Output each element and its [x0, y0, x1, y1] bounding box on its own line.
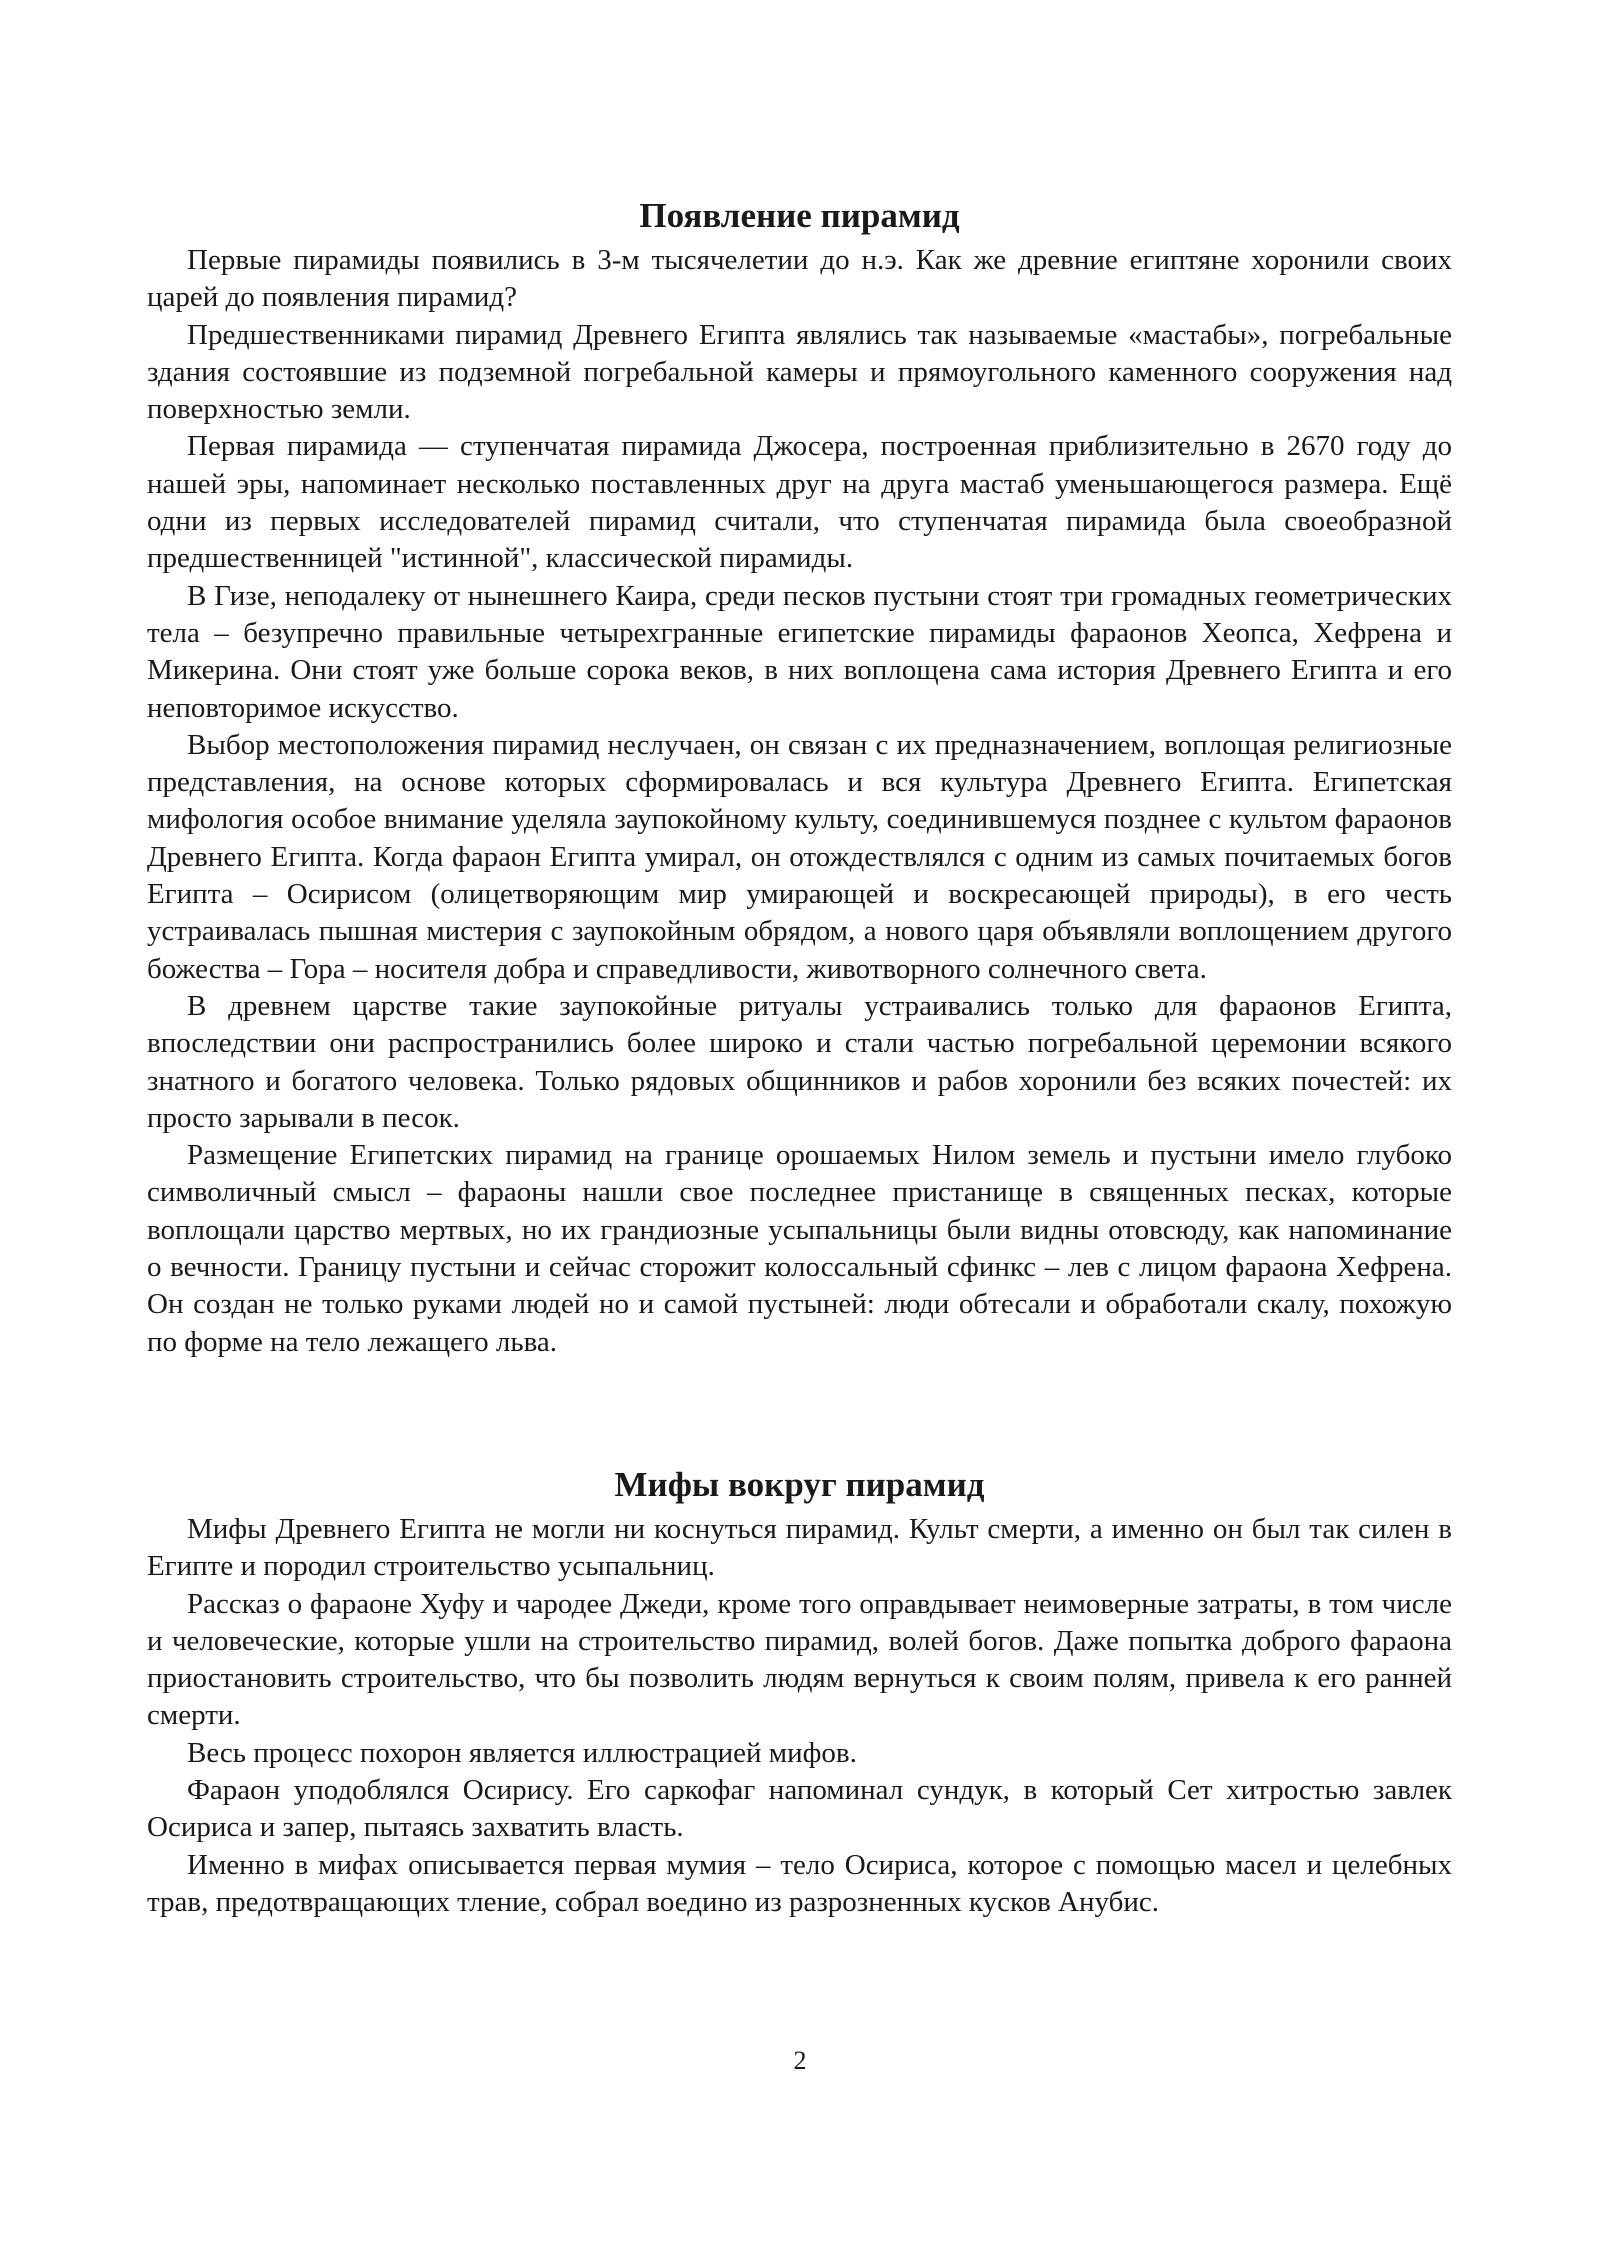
paragraph: Рассказ о фараоне Хуфу и чародее Джеди, кроме того оправдывает неимоверные затраты, в том числе и человеческие, которые ушли на строительство пирамид, волей богов. Даже попытка доброго фараона приостановить строительство, что бы позволить людям вернуться к своим полям, привела к его ранней смерти.	[147, 1587, 1452, 1732]
section-heading: Появление пирамид	[639, 196, 960, 235]
section-pyramids-origin	[147, 190, 1452, 1361]
section-heading: Мифы вокруг пирамид	[614, 1464, 985, 1504]
paragraph: В Гизе, неподалеку от нынешнего Каира, среди песков пустыни стоят три громадных геометрических тела – безупречно правильные четырехгранные египетские пирамиды фараонов Хеопса, Хефрена и Микерина. Они стоят уже больше сорока веков, в них воплощена сама история Древнего Египта и его неповторимое искусство.	[147, 579, 1452, 724]
paragraph: Фараон уподоблялся Осирису. Его саркофаг напоминал сундук, в который Сет хитростью завлек Осириса и запер, пытаясь захватить власть.	[147, 1773, 1452, 1844]
paragraph: Первая пирамида — ступенчатая пирамида Джосера, построенная приблизительно в 2670 году до нашей эры, напоминает несколько поставленных друг на друга мастаб уменьшающегося размера. Ещё одни из первых исследователей пирамид считали, что ступенчатая пирамида была своеобразной предшественницей "истинной", классической пирамиды.	[147, 430, 1452, 575]
paragraph: Весь процесс похорон является иллюстрацией мифов.	[187, 1736, 857, 1769]
page-content	[147, 190, 1452, 1921]
paragraph: Мифы Древнего Египта не могли ни коснуться пирамид. Культ смерти, а именно он был так силен в Египте и породил строительство усыпальниц.	[147, 1512, 1452, 1583]
paragraph: Размещение Египетских пирамид на границе орошаемых Нилом земель и пустыни имело глубоко символичный смысл – фараоны нашли свое последнее пристанище в священных песках, которые воплощали царство мертвых, но их грандиозные усыпальницы были видны отовсюду, как напоминание о вечности. Границу пустыни и сейчас сторожит колоссальный сфинкс – лев с лицом фараона Хефрена. Он создан не только руками людей но и самой пустыней: люди обтесали и обработали скалу, похожую по форме на тело лежащего льва.	[147, 1139, 1452, 1358]
paragraph: Выбор местоположения пирамид неслучаен, он связан с их предназначением, воплощая религиозные представления, на основе которых сформировалась и вся культура Древнего Египта. Египетская мифология особое внимание уделяла заупокойному культу, соединившемуся позднее с культом фараонов Древнего Египта. Когда фараон Египта умирал, он отождествлялся с одним из самых почитаемых богов Египта – Осирисом (олицетворяющим мир умирающей и воскресающей природы), в его честь устраивалась пышная мистерия с заупокойным обрядом, а нового царя объявляли воплощением другого божества – Гора – носителя добра и справедливости, животворного солнечного света.	[147, 728, 1452, 985]
section-pyramid-myths	[147, 1459, 1452, 1921]
paragraph: В древнем царстве такие заупокойные ритуалы устраивались только для фараонов Египта, впоследствии они распространились более широко и стали частью погребальной церемонии всякого знатного и богатого человека. Только рядовых общинников и рабов хоронили без всяких почестей: их просто зарывали в песок.	[147, 989, 1452, 1134]
paragraph: Именно в мифах описывается первая мумия – тело Осириса, которое с помощью масел и целебных трав, предотвращающих тление, собрал воедино из разрозненных кусков Анубис.	[147, 1848, 1452, 1918]
section-spacer	[147, 1361, 1452, 1459]
page-number: 2	[793, 2046, 807, 2075]
paragraph: Предшественниками пирамид Древнего Египта являлись так называемые «мастабы», погребальные здания состоявшие из подземной погребальной камеры и прямоугольного каменного сооружения над поверхностью земли.	[147, 318, 1452, 426]
paragraph: Первые пирамиды появились в 3-м тысячелетии до н.э. Как же древние египтяне хоронили своих царей до появления пирамид?	[147, 244, 1452, 314]
